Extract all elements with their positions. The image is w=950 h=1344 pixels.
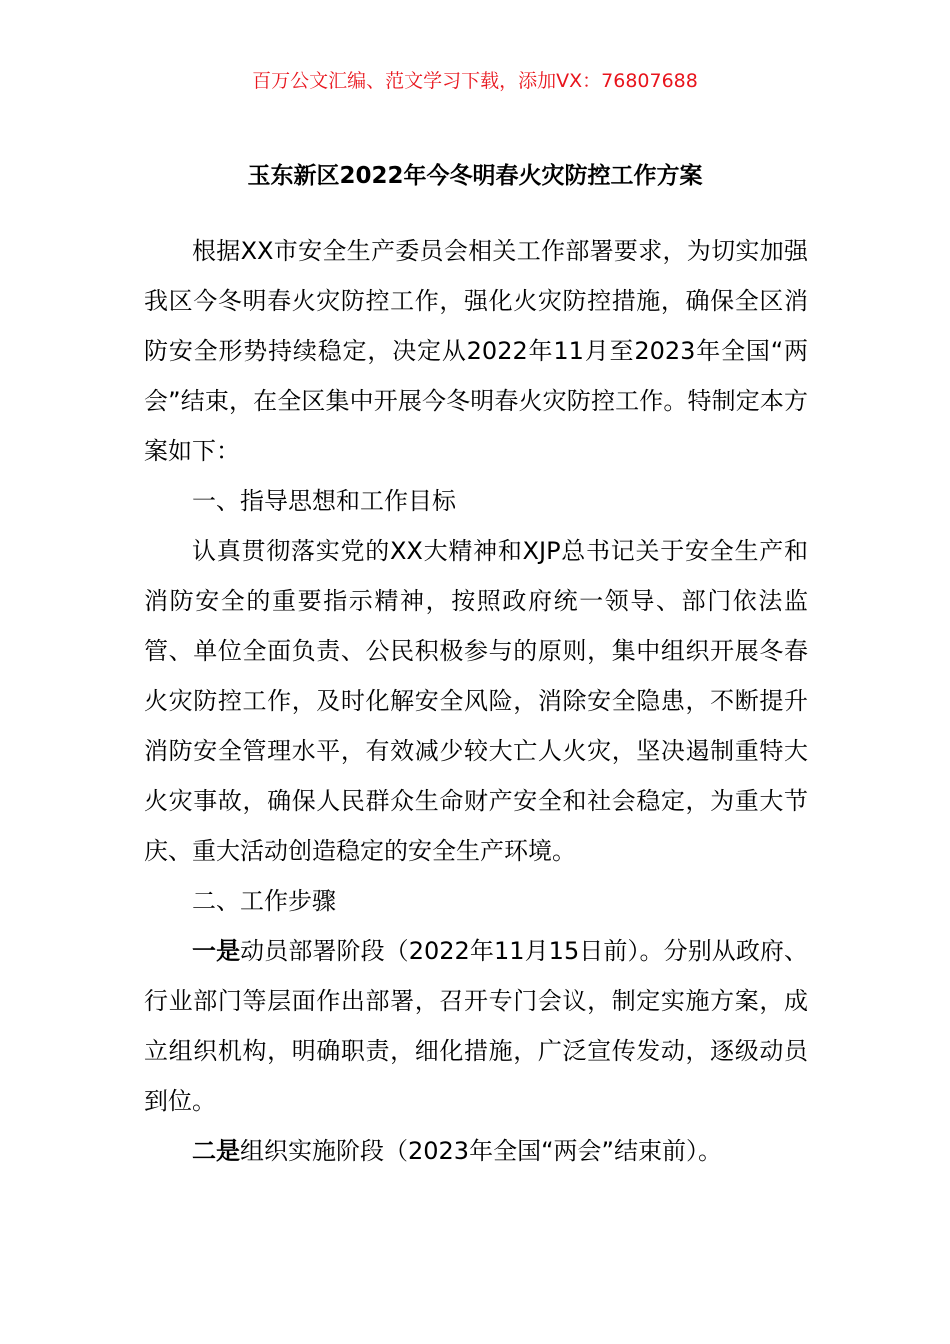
step1-paragraph <box>144 926 808 1126</box>
step2-label: 二是 <box>192 1137 240 1165</box>
section1-paragraph: 认真贯彻落实党的XX大精神和XJP总书记关于安全生产和消防安全的重要指示精神，按照政府统一领导、部门依法监管、单位全面负责、公民积极参与的原则，集中组织开展冬春火灾防控工作，及时化解安全风险，消除安全隐患，不断提升消防安全管理水平，有效减少较大亡人火灾，坚决遏制重特大火灾事故，确保人民群众生命财产安全和社会稳定，为重大节庆、重大活动创造稳定的安全生产环境。 <box>144 537 808 865</box>
header-note: 百万公文汇编、范文学习下载，添加VX：76807688 <box>252 70 698 92</box>
page-title: 玉东新区2022年今冬明春火灾防控工作方案 <box>247 163 703 189</box>
step1-text: 动员部署阶段（2022年11月15日前）。分别从政府、行业部门等层面作出部署，召开专门会议，制定实施方案，成立组织机构，明确职责，细化措施，广泛宣传发动，逐级动员到位。 <box>144 937 809 1115</box>
step2-paragraph <box>144 1126 808 1176</box>
section1-heading: 一、指导思想和工作目标 <box>192 487 456 515</box>
intro-paragraph: 根据XX市安全生产委员会相关工作部署要求，为切实加强我区今冬明春火灾防控工作，强化火灾防控措施，确保全区消防安全形势持续稳定，决定从2022年11月至2023年全国“两会”结束，在全区集中开展今冬明春火灾防控工作。特制定本方案如下： <box>144 237 808 465</box>
step2-text: 组织实施阶段（2023年全国“两会”结束前）。 <box>240 1137 722 1165</box>
step1-label: 一是 <box>192 937 241 965</box>
section2-heading: 二、工作步骤 <box>192 887 336 915</box>
document-body <box>144 226 808 1176</box>
